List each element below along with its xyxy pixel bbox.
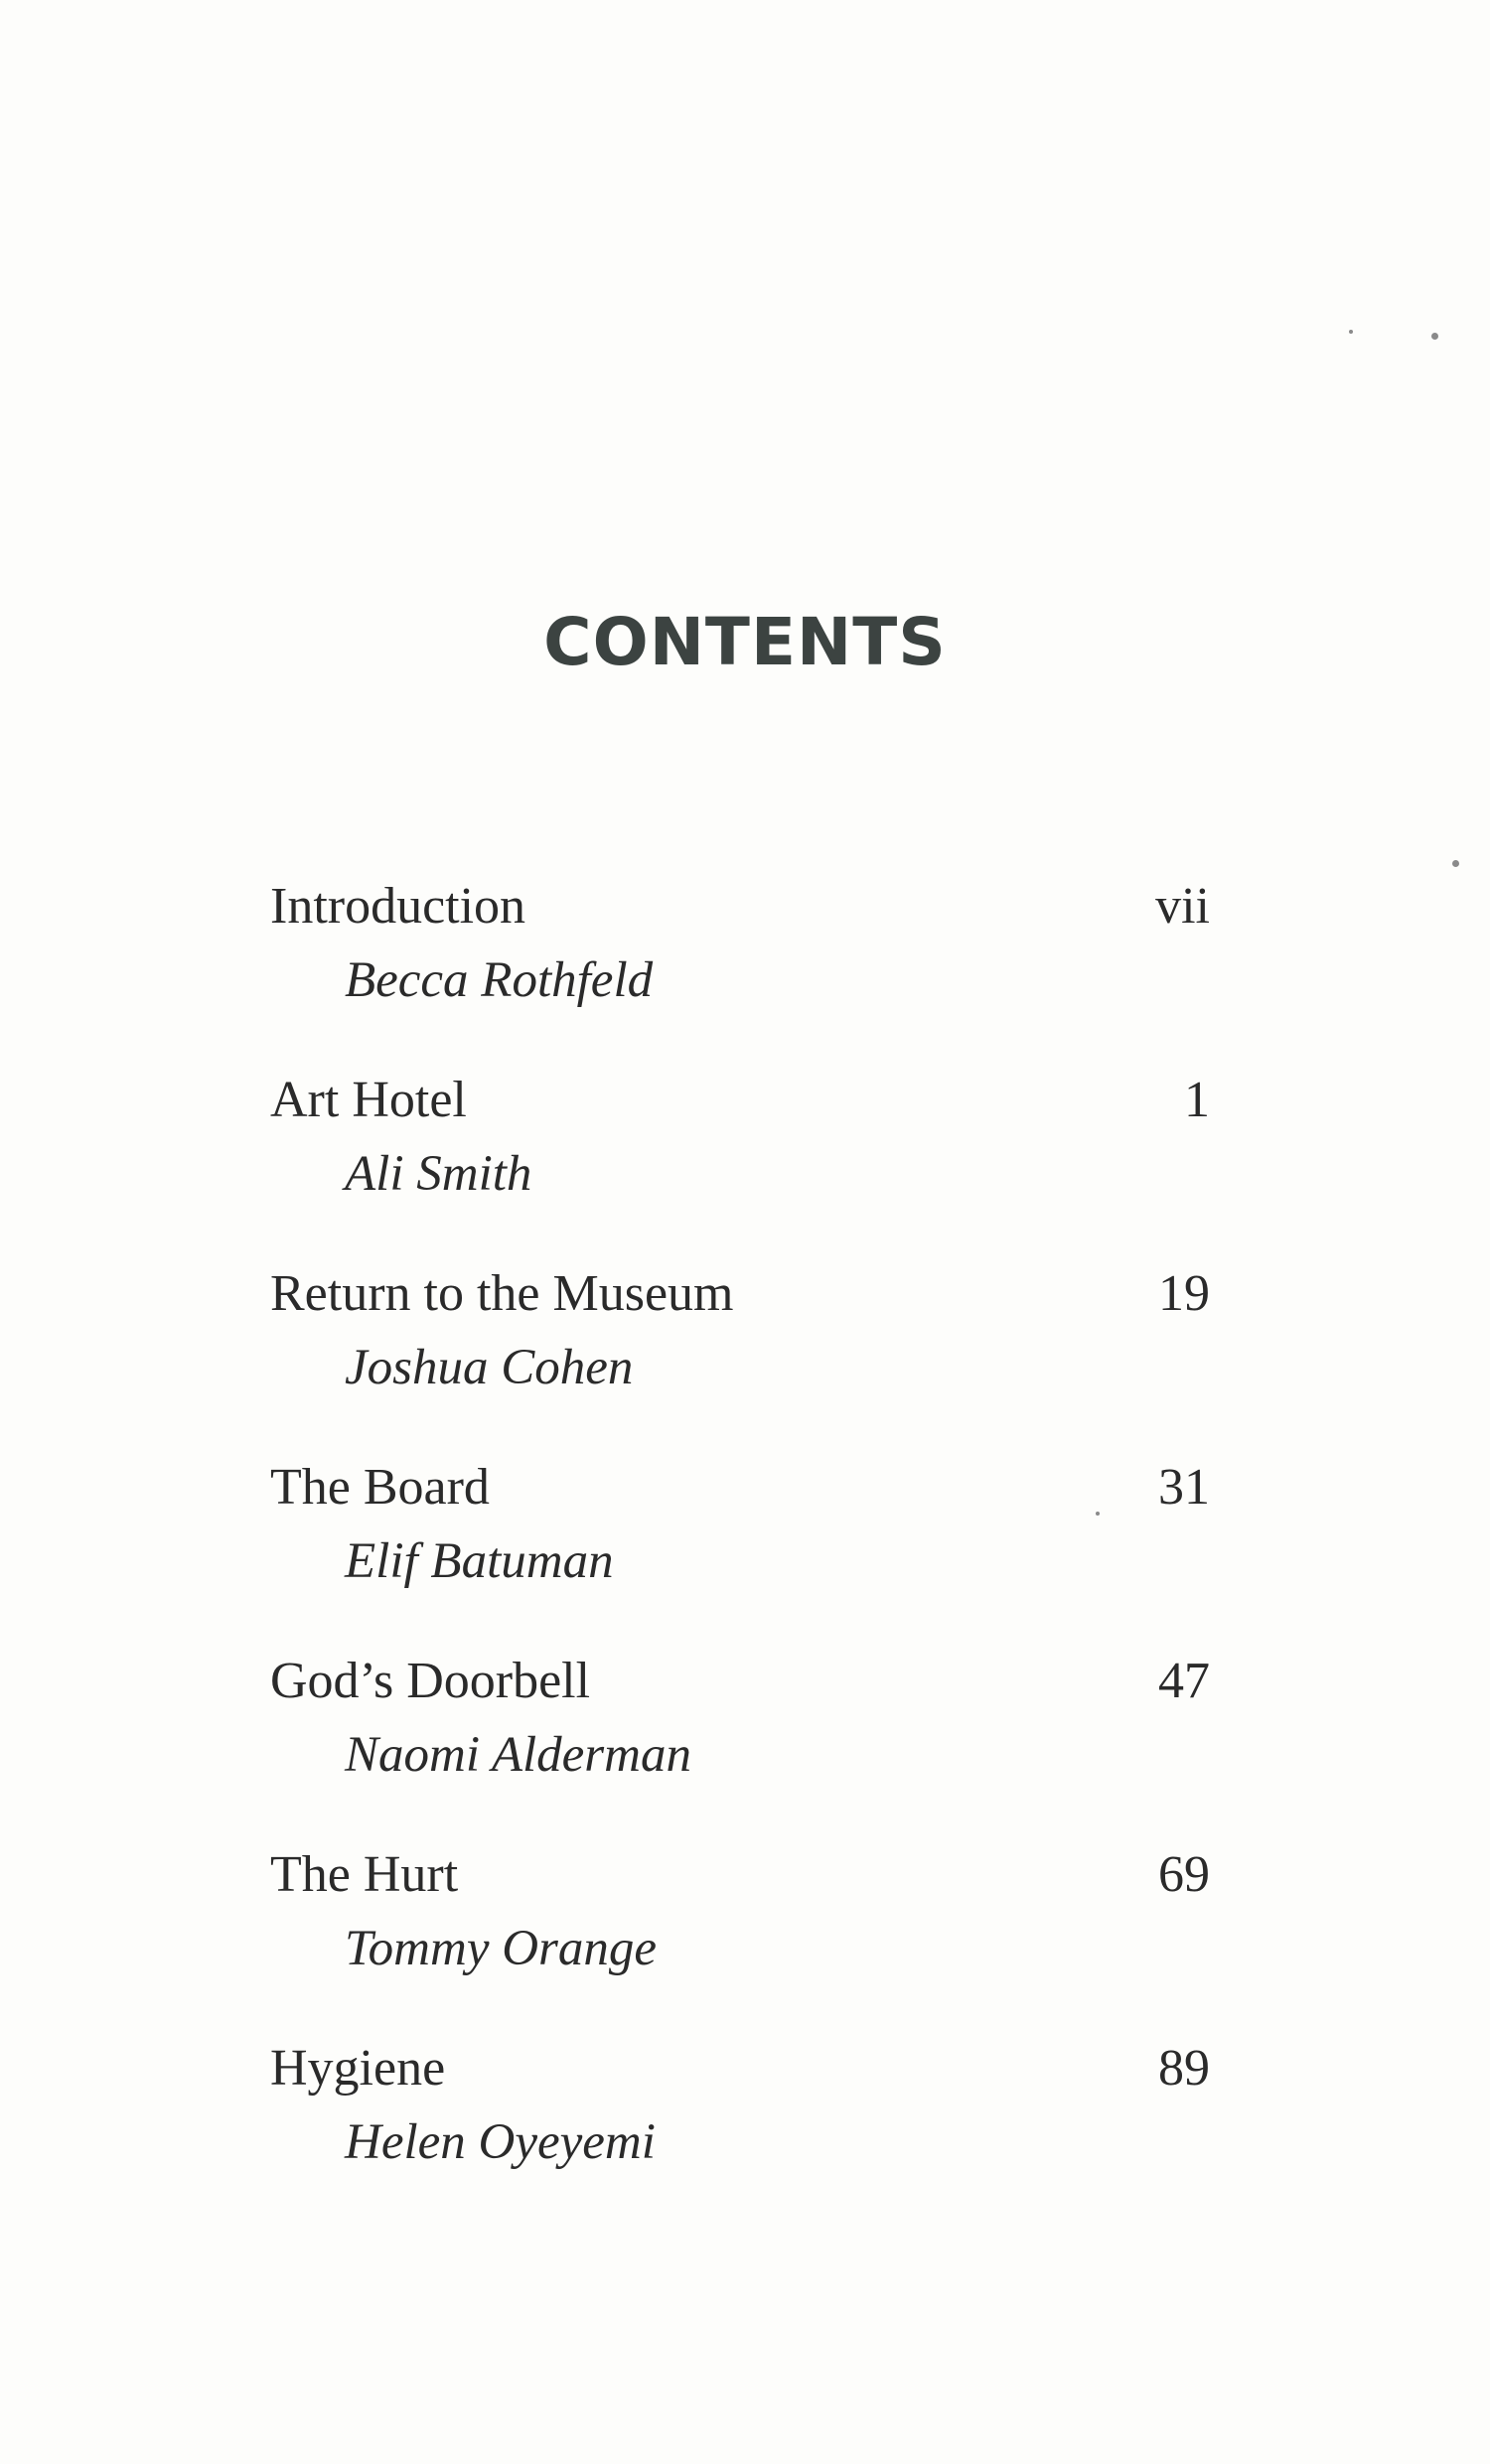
- entry-title: The Board: [270, 1459, 490, 1516]
- toc-entry[interactable]: [270, 1261, 1210, 1455]
- entry-title: Introduction: [270, 878, 526, 935]
- entry-author: Naomi Alderman: [345, 1727, 691, 1783]
- entry-author: Tommy Orange: [345, 1921, 658, 1976]
- entry-title: God’s Doorbell: [270, 1653, 591, 1709]
- toc-entry[interactable]: [270, 2036, 1210, 2230]
- entry-author: Ali Smith: [345, 1146, 532, 1202]
- paper-speck: [1452, 860, 1459, 867]
- toc-entry[interactable]: [270, 1068, 1210, 1261]
- entry-page-number: 31: [1158, 1459, 1210, 1516]
- entry-title: Art Hotel: [270, 1072, 467, 1128]
- page-title: CONTENTS: [543, 604, 947, 680]
- entry-author: Helen Oyeyemi: [345, 2114, 656, 2170]
- toc-entry[interactable]: [270, 1842, 1210, 2036]
- entry-page-number: 19: [1158, 1265, 1210, 1322]
- entry-author: Joshua Cohen: [345, 1340, 634, 1395]
- table-of-contents: [270, 874, 1210, 2230]
- entry-page-number: vii: [1155, 878, 1210, 935]
- entry-page-number: 1: [1184, 1072, 1210, 1128]
- toc-entry[interactable]: [270, 1649, 1210, 1842]
- entry-title: Hygiene: [270, 2040, 446, 2097]
- entry-title: The Hurt: [270, 1846, 459, 1903]
- toc-entry[interactable]: [270, 1455, 1210, 1649]
- toc-entry[interactable]: [270, 874, 1210, 1068]
- entry-author: Becca Rothfeld: [345, 952, 654, 1008]
- entry-page-number: 89: [1158, 2040, 1210, 2097]
- paper-speck: [1349, 330, 1353, 334]
- entry-page-number: 47: [1158, 1653, 1210, 1709]
- paper-speck: [1431, 333, 1438, 340]
- entry-page-number: 69: [1158, 1846, 1210, 1903]
- entry-author: Elif Batuman: [345, 1533, 614, 1589]
- entry-title: Return to the Museum: [270, 1265, 734, 1322]
